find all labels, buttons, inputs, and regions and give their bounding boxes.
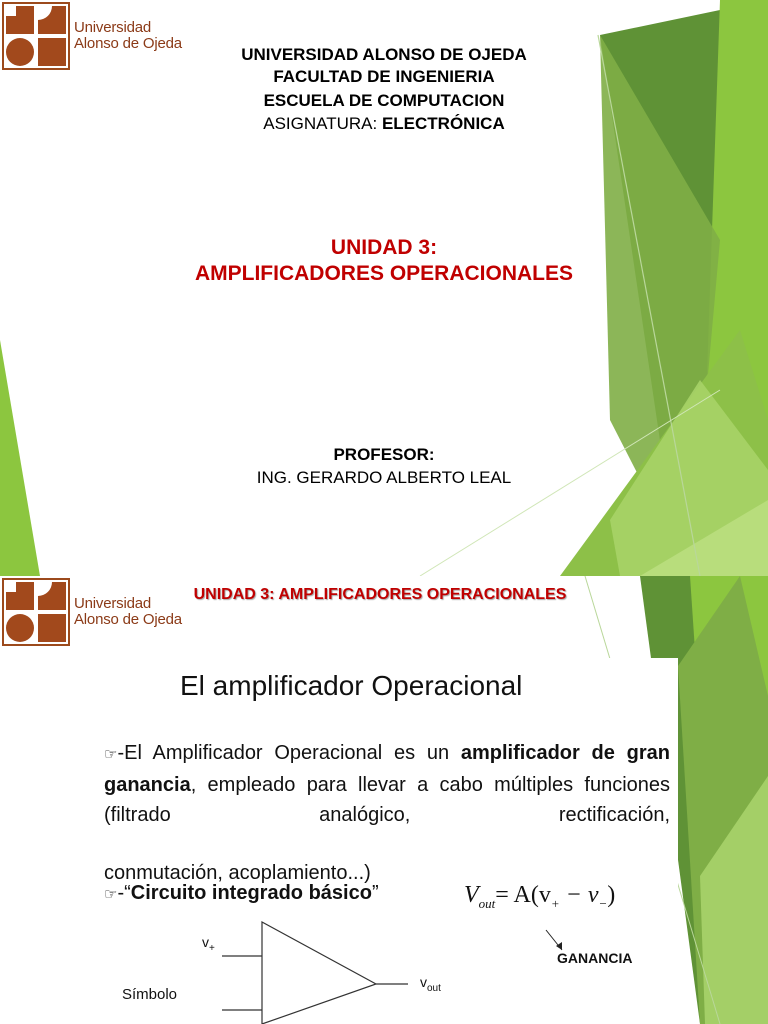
vplus-v: v (202, 934, 209, 950)
faculty-name: FACULTAD DE INGENIERIA (273, 67, 495, 86)
para-bold: amplificador de gran ganancia (104, 742, 670, 796)
vplus-label (202, 934, 215, 954)
para-text-c: , empleado para llevar a cabo múltiples funciones (filtrado analógico, rectificación, (104, 774, 670, 826)
formula-minus-part: − v (559, 882, 599, 908)
logo-line-2: Alonso de Ojeda (74, 611, 182, 628)
formula-sub-out: out (478, 895, 496, 911)
professor-label: PROFESOR: (333, 445, 435, 464)
logo-line-1: Universidad (74, 595, 152, 612)
logo-line-1: Universidad (74, 19, 152, 36)
para-text-d: conmutación, acoplamiento...) (104, 862, 371, 884)
opamp-diagram (0, 576, 768, 1024)
formula-sub-minus: − (598, 895, 608, 911)
ic-quote-open: -“ (117, 882, 131, 904)
professor-name: ING. GERARDO ALBERTO LEAL (256, 468, 512, 487)
vout-label (420, 974, 441, 994)
slide-title: UNIDAD 3: AMPLIFICADORES OPERACIONALES (193, 586, 567, 603)
gain-label: GANANCIA (557, 950, 633, 966)
pointing-hand-icon: ☞ (104, 886, 118, 903)
symbol-label: Símbolo (122, 986, 178, 1003)
vplus-sub: + (209, 942, 215, 954)
vout-sub: out (427, 982, 441, 994)
section-heading: El amplificador Operacional (180, 670, 523, 701)
ic-quote-close: ” (371, 882, 379, 904)
formula-rhs: = A(v (495, 882, 551, 908)
unit-title: AMPLIFICADORES OPERACIONALES (194, 262, 574, 285)
para-text-a: -El Amplificador Operacional es un (117, 742, 461, 764)
formula-sub-plus: + (550, 895, 560, 911)
vout-v: v (420, 974, 427, 990)
university-name: UNIVERSIDAD ALONSO DE OJEDA (241, 45, 527, 64)
school-name: ESCUELA DE COMPUTACION (263, 91, 505, 110)
formula-v: V (464, 882, 479, 908)
subject-label: ASIGNATURA: (263, 114, 382, 133)
formula-close: ) (607, 882, 616, 908)
content-slide (0, 576, 768, 1024)
pointing-hand-icon: ☞ (104, 746, 118, 763)
ic-text: Circuito integrado básico (130, 882, 372, 904)
opamp-triangle-icon (262, 922, 376, 1024)
subject-value: ELECTRÓNICA (381, 114, 505, 133)
unit-number: UNIDAD 3: (330, 236, 438, 259)
logo-line-2: Alonso de Ojeda (74, 35, 182, 52)
subject-line (0, 113, 768, 135)
